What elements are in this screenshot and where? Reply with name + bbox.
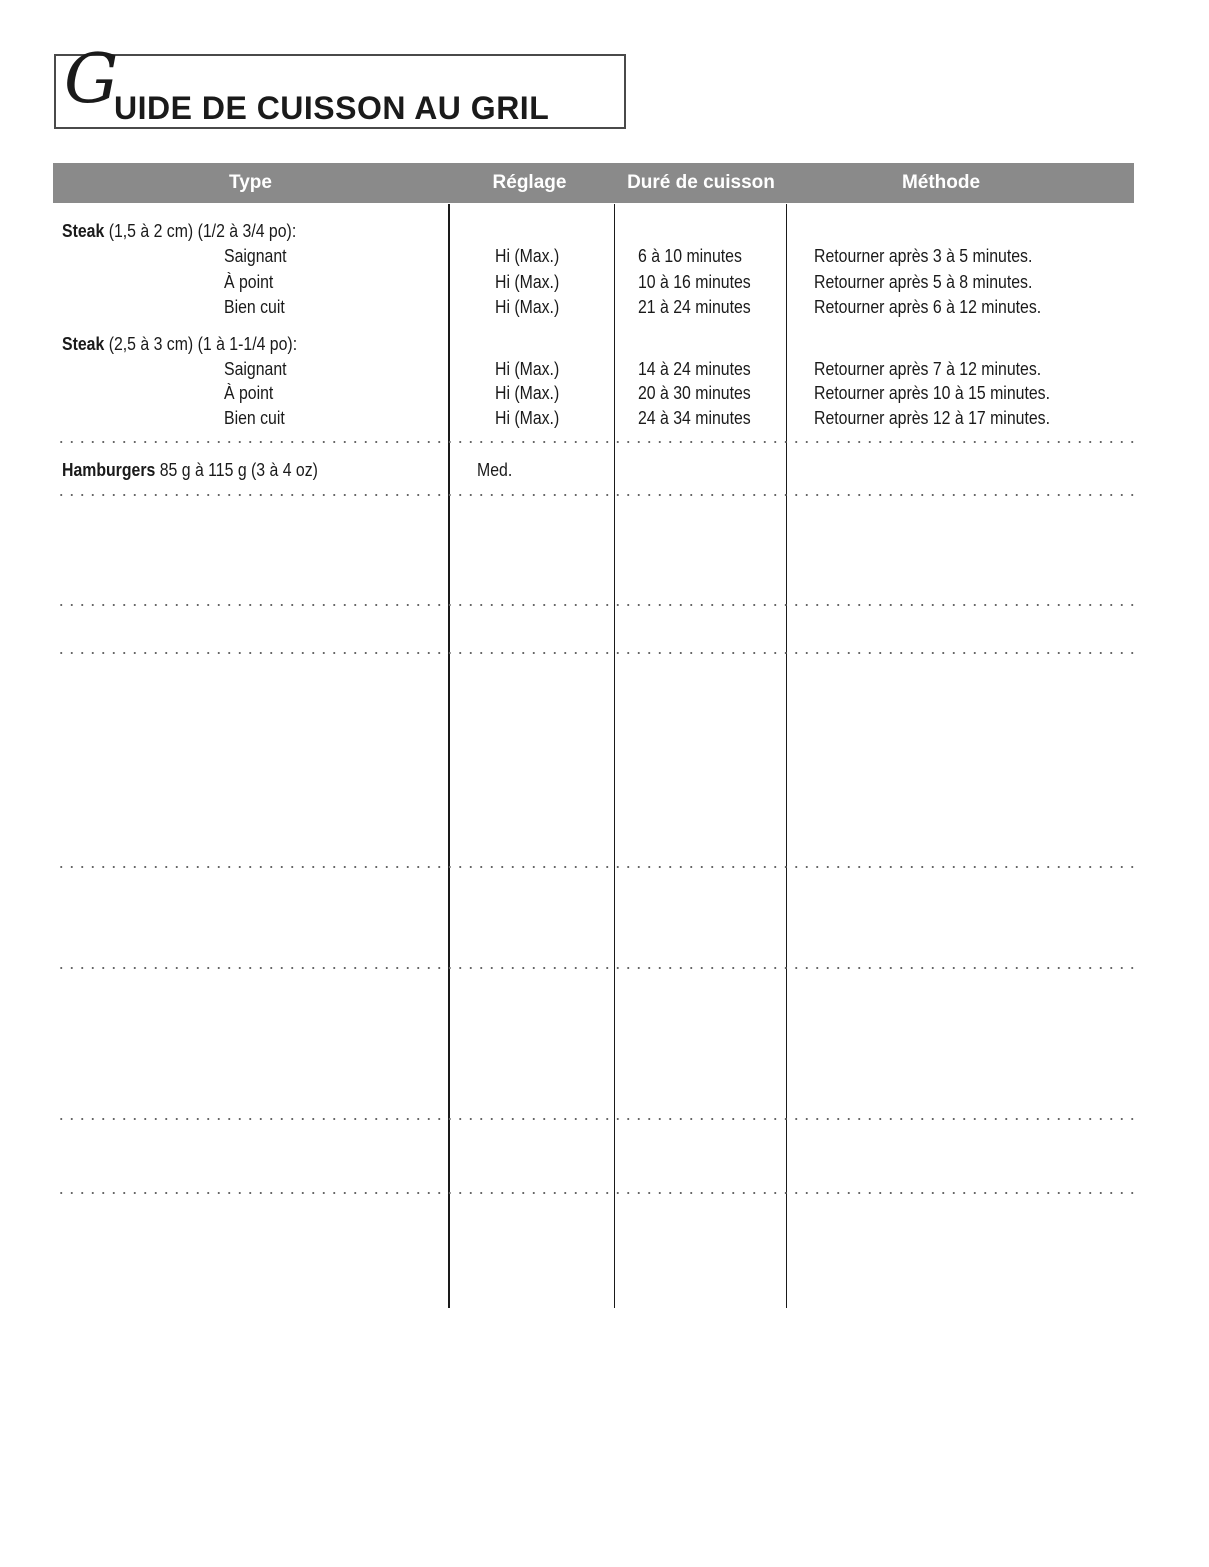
group-detail: 85 g à 115 g (3 à 4 oz): [159, 460, 318, 480]
method: Retourner après 7 à 12 minutes.: [814, 359, 1042, 379]
group-detail: (2,5 à 3 cm) (1 à 1-1/4 po):: [108, 334, 298, 354]
title-initial: G: [64, 40, 119, 119]
table-header: [53, 163, 1134, 203]
setting: Hi (Max.): [495, 408, 560, 428]
cook-time: 6 à 10 minutes: [638, 246, 742, 266]
cook-time: 20 à 30 minutes: [638, 383, 751, 403]
cook-time: 14 à 24 minutes: [638, 359, 751, 379]
row-separator: [56, 1118, 1134, 1120]
cook-time: 24 à 34 minutes: [638, 408, 751, 428]
setting: Hi (Max.): [495, 359, 560, 379]
row-separator: [56, 604, 1134, 606]
group-detail: (1,5 à 2 cm) (1/2 à 3/4 po):: [108, 221, 297, 241]
method: Retourner après 6 à 12 minutes.: [814, 297, 1042, 317]
header-setting: Réglage: [492, 172, 567, 193]
header-type: Type: [229, 172, 272, 193]
doneness: Bien cuit: [224, 408, 285, 428]
group-name: Steak: [62, 221, 105, 241]
row-separator: [56, 494, 1134, 496]
setting: Hi (Max.): [495, 272, 560, 292]
row-separator: [56, 1192, 1134, 1194]
header-cook-time: Duré de cuisson: [627, 172, 775, 193]
doneness: Saignant: [224, 246, 287, 266]
doneness: Bien cuit: [224, 297, 285, 317]
row-separator: [56, 967, 1134, 969]
page-title: [54, 40, 626, 129]
column-divider: [448, 204, 450, 1308]
group-heading: [62, 335, 297, 353]
setting: Med.: [477, 460, 513, 480]
group-heading: [62, 222, 296, 240]
group-heading: [62, 461, 318, 479]
method: Retourner après 10 à 15 minutes.: [814, 383, 1050, 403]
doneness: À point: [224, 383, 274, 403]
group-name: Steak: [62, 334, 105, 354]
method: Retourner après 3 à 5 minutes.: [814, 246, 1033, 266]
setting: Hi (Max.): [495, 246, 560, 266]
column-divider: [786, 204, 787, 1308]
cook-time: 21 à 24 minutes: [638, 297, 751, 317]
setting: Hi (Max.): [495, 383, 560, 403]
row-separator: [56, 866, 1134, 868]
title-text: UIDE DE CUISSON AU GRIL: [114, 90, 550, 126]
method: Retourner après 5 à 8 minutes.: [814, 272, 1033, 292]
cook-time: 10 à 16 minutes: [638, 272, 751, 292]
setting: Hi (Max.): [495, 297, 560, 317]
row-separator: [56, 441, 1134, 443]
column-divider: [614, 204, 615, 1308]
doneness: Saignant: [224, 359, 287, 379]
doneness: À point: [224, 272, 274, 292]
row-separator: [56, 652, 1134, 654]
header-method: Méthode: [901, 172, 981, 193]
method: Retourner après 12 à 17 minutes.: [814, 408, 1050, 428]
group-name: Hamburgers: [62, 460, 156, 480]
